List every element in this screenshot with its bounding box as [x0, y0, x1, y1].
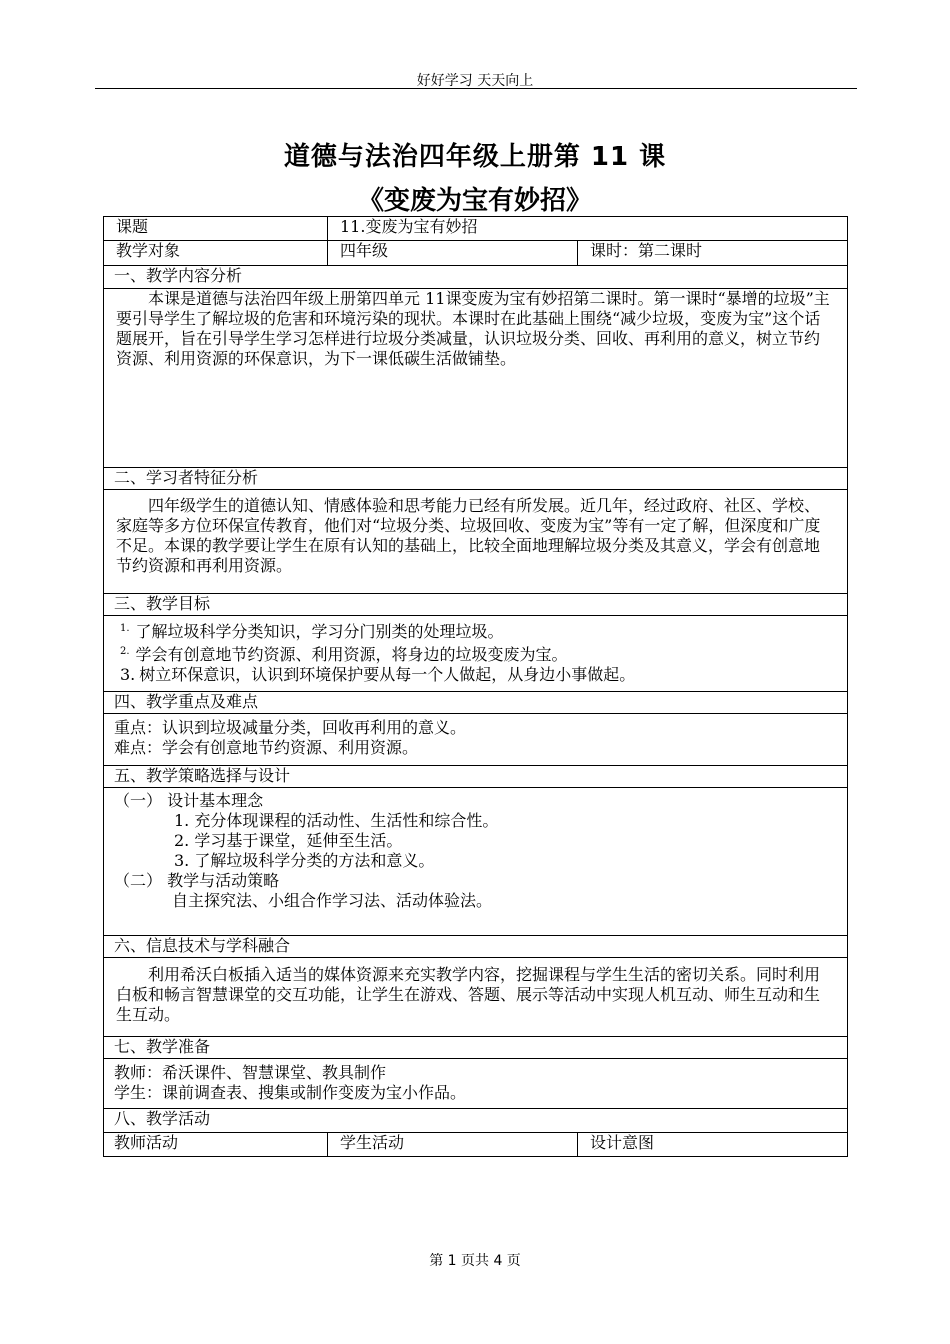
strategy-subheading-2: （二） 教学与活动策略 [114, 871, 280, 890]
section-5-title: 五、教学策略选择与设计 [104, 766, 848, 788]
section-3-body-cell [104, 616, 848, 692]
lesson-plan-table [103, 216, 848, 1157]
column-header-teacher: 教师活动 [104, 1133, 328, 1157]
section-1-body: 本课是道德与法治四年级上册第四单元 11课变废为宝有妙招第二课时。第一课时“暴增的垃圾”主要引导学生了解垃圾的危害和环境污染的现状。本课时在此基础上围绕“减少垃圾，变废为宝”这个话题展开，旨在引导学生学习怎样进行垃圾分类减量，认识垃圾分类、回收、再利用的意义，树立节约资源、利用资源的环保意识，为下一课低碳生活做铺垫。 [116, 289, 830, 368]
section-1-body-cell [104, 289, 848, 468]
section-2-body-cell [104, 490, 848, 594]
objective-item [116, 665, 835, 685]
document-title: 道德与法治四年级上册第 11 课 [283, 142, 667, 172]
objective-text: 学会有创意地节约资源、利用资源，将身边的垃圾变废为宝。 [135, 645, 568, 664]
section-6-body-cell [104, 958, 848, 1037]
objective-number: 1. [120, 623, 130, 634]
target-label: 教学对象 [104, 241, 328, 266]
strategy-item: 2. 学习基于课堂，延伸至生活。 [174, 831, 403, 850]
objective-item [116, 619, 835, 642]
section-6-title: 六、信息技术与学科融合 [104, 936, 848, 958]
section-2-body: 四年级学生的道德认知、情感体验和思考能力已经有所发展。近几年，经过政府、社区、学校、家庭等多方位环保宣传教育，他们对“垃圾分类、垃圾回收、变废为宝”等有一定了解，但深度和广度不足。本课的教学要让学生在原有认知的基础上，比较全面地理解垃圾分类及其意义，学会有创意地节约资源和再利用资源。 [116, 496, 821, 575]
column-header-student: 学生活动 [328, 1133, 578, 1157]
difficult-point: 难点：学会有创意地节约资源、利用资源。 [114, 738, 419, 757]
section-7-title: 七、教学准备 [104, 1037, 848, 1059]
strategy-methods: 自主探究法、小组合作学习法、活动体验法。 [172, 891, 493, 910]
strategy-subheading-1: （一） 设计基本理念 [114, 791, 264, 810]
objective-number: 3. [120, 665, 136, 684]
student-preparation: 学生：课前调查表、搜集或制作变废为宝小作品。 [114, 1083, 467, 1102]
page-header: 好好学习 天天向上 [416, 73, 534, 89]
strategy-item: 3. 了解垃圾科学分类的方法和意义。 [174, 851, 435, 870]
key-point: 重点：认识到垃圾减量分类，回收再利用的意义。 [114, 718, 467, 737]
section-2-title: 二、学习者特征分析 [104, 468, 848, 490]
column-header-intent: 设计意图 [578, 1133, 848, 1157]
section-3-title: 三、教学目标 [104, 594, 848, 616]
section-8-title: 八、教学活动 [104, 1109, 848, 1133]
teacher-preparation: 教师：希沃课件、智慧课堂、教具制作 [114, 1063, 387, 1082]
section-5-body-cell [104, 788, 848, 936]
objective-number: 2. [120, 646, 130, 657]
section-1-title: 一、教学内容分析 [104, 266, 848, 289]
topic-value: 11.变废为宝有妙招 [328, 217, 848, 241]
strategy-item: 1. 充分体现课程的活动性、生活性和综合性。 [174, 811, 499, 830]
topic-label: 课题 [104, 217, 328, 241]
objective-item [116, 642, 835, 665]
section-6-body: 利用希沃白板插入适当的媒体资源来充实教学内容，挖掘课程与学生生活的密切关系。同时利用白板和畅言智慧课堂的交互功能，让学生在游戏、答题、展示等活动中实现人机互动、师生互动和生生互动。 [116, 965, 821, 1024]
objective-text: 了解垃圾科学分类知识，学习分门别类的处理垃圾。 [135, 622, 504, 641]
section-7-body-cell [104, 1059, 848, 1109]
section-4-title: 四、教学重点及难点 [104, 692, 848, 714]
section-4-body-cell [104, 714, 848, 766]
header-divider [95, 88, 857, 89]
target-value: 四年级 [328, 241, 578, 266]
page-footer: 第 1 页共 4 页 [429, 1253, 521, 1269]
objective-text: 树立环保意识，认识到环境保护要从每一个人做起，从身边小事做起。 [139, 665, 636, 684]
period-value: 课时：第二课时 [578, 241, 848, 266]
document-subtitle: 《变废为宝有妙招》 [357, 186, 592, 216]
